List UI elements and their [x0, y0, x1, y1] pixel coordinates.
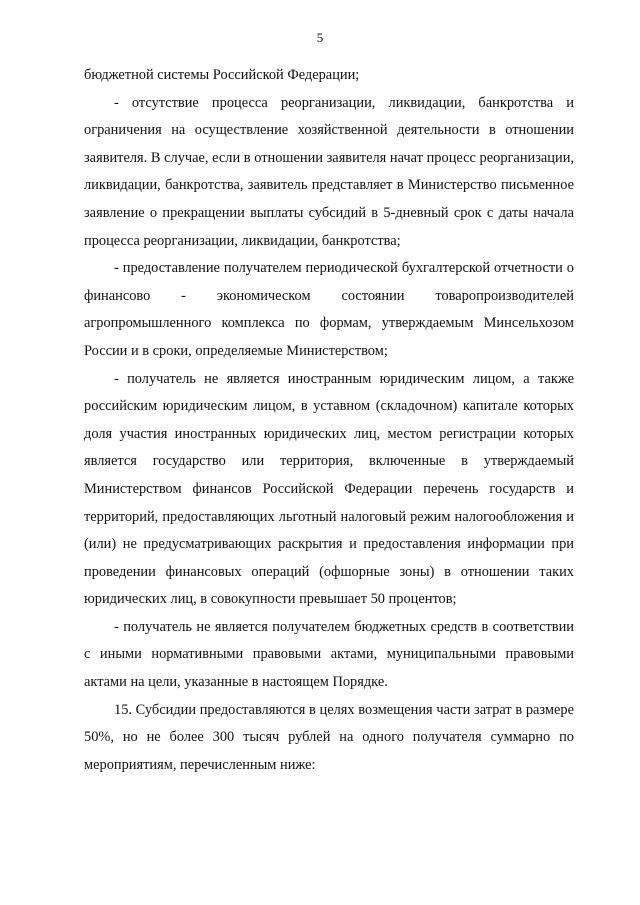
paragraph-budget-funds: - получатель не является получателем бюджетных средств в соответствии с иными нормативными правовыми актами, муниципальными правовыми актами на цели, указанные в настоящем Порядке.: [84, 618, 574, 691]
paragraph-continuation: бюджетной системы Российской Федерации;: [84, 67, 360, 83]
document-body: [84, 62, 574, 779]
paragraph-foreign-entity: - получатель не является иностранным юридическим лицом, а также российским юридическим лицом, в уставном (складочном) капитале которых доля участия иностранных юридических лиц, местом регистрации которых является государство или территория, включенные в утверждаемый Министерством финансов Российской Федерации перечень государств и территорий, предоставляющих льготный налоговый режим налогообложения и (или) не предусматривающих раскрытия и предоставления информации при проведении финансовых операций (офшорные зоны) в отношении таких юридических лиц, в совокупности превышает 50 процентов;: [84, 370, 574, 608]
paragraph-no-reorganization: - отсутствие процесса реорганизации, ликвидации, банкротства и ограничения на осуществление хозяйственной деятельности в отношении заявителя. В случае, если в отношении заявителя начат процесс реорганизации, ликвидации, банкротства, заявитель представляет в Министерство письменное заявление о прекращении выплаты субсидий в 5-дневный срок с даты начала процесса реорганизации, ликвидации, банкротства;: [84, 94, 574, 249]
paragraph-accounting-reports: - предоставление получателем периодической бухгалтерской отчетности о финансово - экономическом состоянии товаропроизводителей агропромышленного комплекса по формам, утверждаемым Минсельхозом России и в сроки, определяемые Министерством;: [84, 260, 574, 359]
page-number: 5: [316, 30, 324, 45]
paragraph-item-15: 15. Субсидии предоставляются в целях возмещения части затрат в размере 50%, но не более 300 тысяч рублей на одного получателя суммарно по мероприятиям, перечисленным ниже:: [84, 701, 574, 773]
